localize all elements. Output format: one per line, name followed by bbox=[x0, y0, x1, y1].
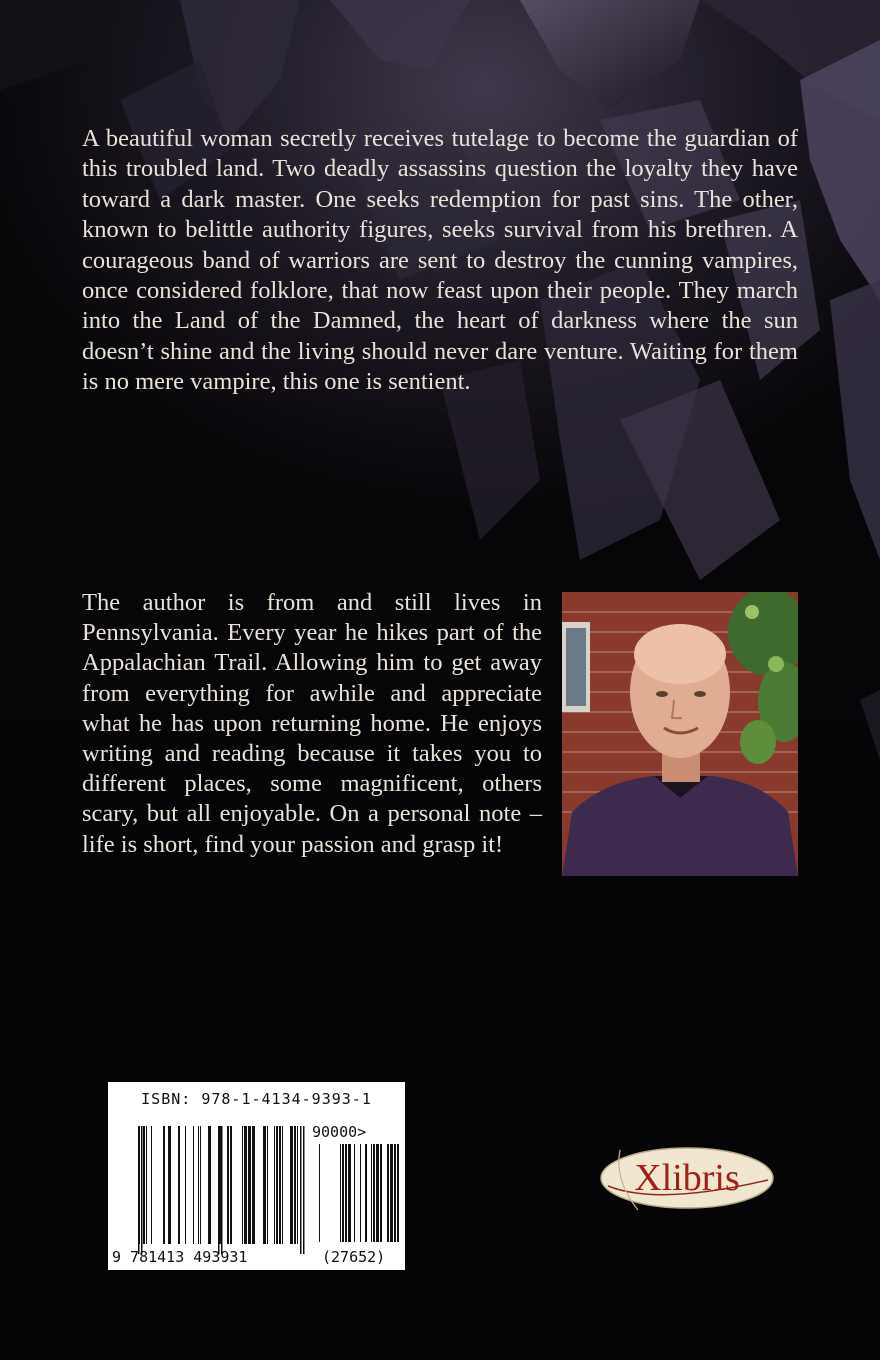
barcode-supplement-digits: (27652) bbox=[322, 1248, 386, 1266]
author-bio-section bbox=[82, 588, 798, 882]
author-bio-text: The author is from and still lives in Pennsylvania. Every year he hikes part of the Appalachian Trail. Allowing him to get away from everything for awhile and appreciate what he has upon returning home. He enjoys writing and reading because it takes you to different places, some magnificent, others scary, but all enjoyable. On a personal note – life is short, find your passion and grasp it! bbox=[82, 589, 542, 858]
barcode-digits: 9 781413 493931 bbox=[112, 1248, 248, 1266]
back-cover-blurb: A beautiful woman secretly receives tutelage to become the guardian of this troubled land. Two deadly assassins question the loyalty they have toward a dark master. One seeks redemption for past sins. The other, known to belittle authority figures, seeks survival from his brethren. A courageous band of warriors are sent to destroy the cunning vampires, once considered folklore, that now feast upon their people. They march into the Land of the Damned, the heart of darkness where the sun doesn’t shine and the living should never dare venture. Waiting for them is no mere vampire, this one is sentient. bbox=[82, 125, 798, 396]
xlibris-logo-icon bbox=[598, 1140, 776, 1212]
publisher-logo-text: Xlibris bbox=[634, 1157, 740, 1199]
author-portrait-icon bbox=[562, 592, 798, 876]
barcode-bars bbox=[108, 1082, 405, 1270]
price-code: 90000> bbox=[312, 1123, 367, 1141]
isbn-barcode bbox=[108, 1082, 405, 1270]
isbn-number: ISBN: 978-1-4134-9393-1 bbox=[141, 1090, 372, 1108]
